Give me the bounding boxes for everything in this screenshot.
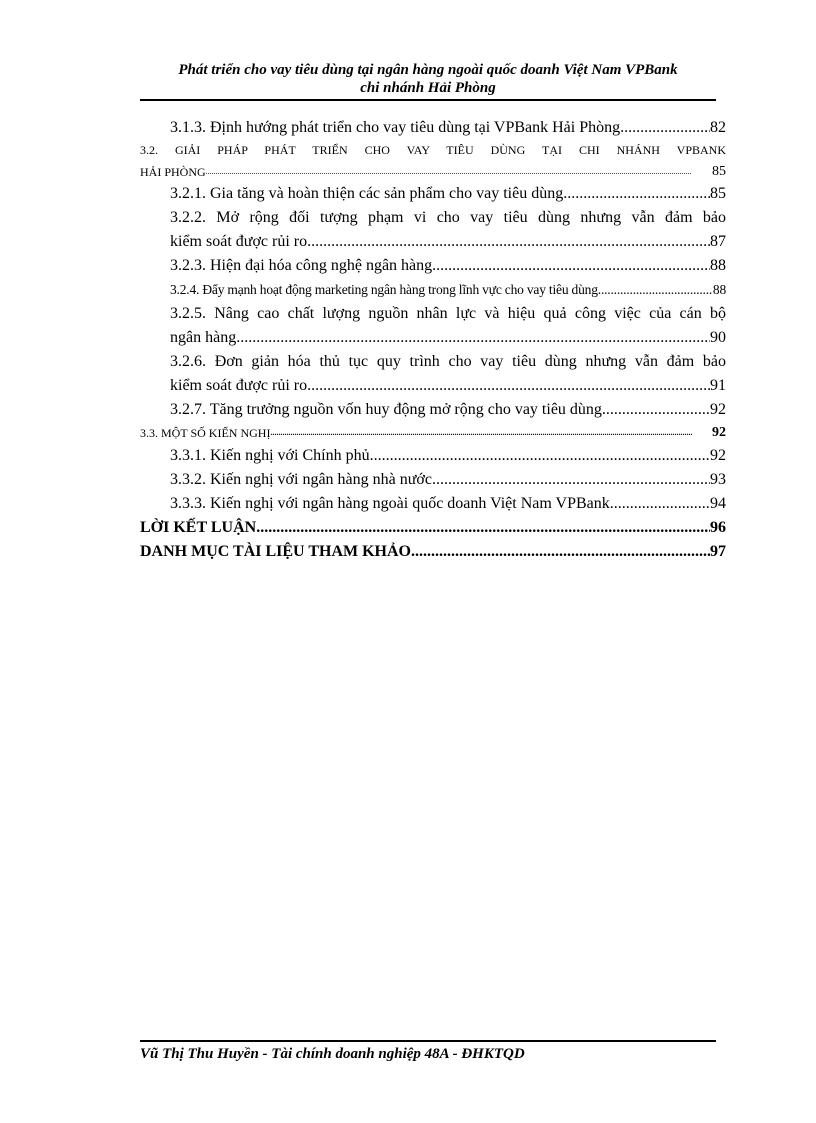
toc-entry-title: 3.2.7. Tăng trưởng nguồn vốn huy động mở rộng cho vay tiêu dùng — [170, 401, 602, 418]
toc-entry-title-line1: 3.2.6. Đơn giản hóa thủ tục quy trình cho vay tiêu dùng nhưng vẫn đảm bảo — [170, 353, 726, 370]
toc-entry-title-line1: 3.2.2. Mở rộng đối tượng phạm vi cho vay tiêu dùng nhưng vẫn đảm bảo — [170, 209, 726, 226]
toc-dot-leader — [307, 230, 710, 254]
toc-entry-3-3-2[interactable] — [140, 468, 726, 492]
toc-entry-3-2-2[interactable] — [140, 206, 726, 254]
toc-entry-page: 94 — [710, 495, 726, 512]
toc-entry-title: DANH MỤC TÀI LIỆU THAM KHẢO — [140, 543, 411, 560]
toc-entry-title-line2: kiểm soát được rủi ro — [170, 233, 308, 250]
footer-divider — [140, 1040, 716, 1042]
toc-entry-title: 3.3.3. Kiến nghị với ngân hàng ngoài quốc doanh Việt Nam VPBank — [170, 495, 610, 512]
toc-entry-title: LỜI KẾT LUẬN — [140, 519, 257, 536]
toc-entry-title: 3.2.4. Đẩy mạnh hoạt động marketing ngân hàng trong lĩnh vực cho vay tiêu dùng — [170, 282, 598, 297]
toc-entry-3-2-4[interactable] — [140, 278, 726, 302]
toc-dot-leader — [206, 160, 692, 182]
toc-entry-page: 82 — [710, 119, 726, 136]
toc-dot-leader — [602, 398, 710, 422]
toc-entry-3-3-1[interactable] — [140, 444, 726, 468]
toc-entry-page: 96 — [710, 519, 726, 536]
table-of-contents — [140, 116, 740, 564]
toc-dot-leader — [610, 492, 710, 516]
header-divider — [140, 99, 716, 101]
toc-entry-title: 3.3.1. Kiến nghị với Chính phủ — [170, 447, 370, 464]
toc-dot-leader — [307, 374, 710, 398]
toc-dot-leader — [256, 516, 710, 540]
toc-entry-page: 85 — [712, 164, 726, 179]
toc-entry-title: 3.2.1. Gia tăng và hoàn thiện các sản phẩm cho vay tiêu dùng — [170, 185, 564, 202]
running-footer: Vũ Thị Thu Huyền - Tài chính doanh nghiệp 48A - ĐHKTQD — [140, 1046, 525, 1062]
toc-entry-page: 87 — [710, 233, 726, 250]
toc-entry-title: 3.3.2. Kiến nghị với ngân hàng nhà nước — [170, 471, 432, 488]
toc-dot-leader — [620, 116, 710, 140]
toc-entry-title-line2: ngân hàng — [170, 329, 237, 346]
toc-entry-3-2-6[interactable] — [140, 350, 726, 398]
toc-entry-page: 85 — [710, 185, 726, 202]
toc-section-title-line2: HẢI PHÒNG — [140, 165, 206, 179]
toc-entry-page: 88 — [710, 257, 726, 274]
toc-entry-title-line1: 3.2.5. Nâng cao chất lượng nguồn nhân lực và hiệu quả công việc của cán bộ — [170, 305, 726, 322]
toc-dot-leader — [411, 540, 710, 564]
toc-entry-title-line2: kiểm soát được rủi ro — [170, 377, 308, 394]
toc-dot-leader — [432, 468, 710, 492]
toc-dot-leader — [598, 278, 713, 302]
toc-dot-leader — [370, 444, 710, 468]
toc-section-3-2[interactable] — [140, 140, 726, 182]
toc-entry-references[interactable] — [140, 540, 726, 564]
toc-entry-title: 3.1.3. Định hướng phát triển cho vay tiêu dùng tại VPBank Hải Phòng — [170, 119, 621, 136]
toc-entry-3-3-3[interactable] — [140, 492, 726, 516]
toc-entry-conclusion[interactable] — [140, 516, 726, 540]
toc-entry-page: 97 — [710, 543, 726, 560]
toc-section-title: 3.3. MỘT SỐ KIẾN NGHỊ — [140, 426, 271, 440]
toc-section-title-line1: 3.2. GIẢI PHÁP PHÁT TRIỂN CHO VAY TIÊU DÙNG TẠI CHI NHÁNH VPBANK — [140, 143, 726, 157]
toc-entry-page: 92 — [710, 447, 726, 464]
toc-dot-leader — [270, 420, 692, 444]
toc-entry-page: 90 — [710, 329, 726, 346]
toc-entry-3-2-1[interactable] — [140, 182, 726, 206]
toc-entry-3-2-5[interactable] — [140, 302, 726, 350]
toc-entry-3-2-3[interactable] — [140, 254, 726, 278]
toc-dot-leader — [432, 254, 710, 278]
toc-dot-leader — [236, 326, 710, 350]
header-title-line2: chi nhánh Hải Phòng — [360, 80, 496, 96]
toc-entry-page: 93 — [710, 471, 726, 488]
running-header — [140, 61, 716, 97]
toc-entry-page: 92 — [710, 401, 726, 418]
toc-entry-page: 92 — [712, 425, 726, 440]
toc-entry-3-2-7[interactable] — [140, 398, 726, 422]
header-title-line1: Phát triển cho vay tiêu dùng tại ngân hàng ngoài quốc doanh Việt Nam VPBank — [178, 62, 678, 78]
toc-entry-page: 91 — [710, 377, 726, 394]
toc-dot-leader — [563, 182, 710, 206]
toc-entry-page: 88 — [712, 282, 726, 297]
toc-entry-title: 3.2.3. Hiện đại hóa công nghệ ngân hàng — [170, 257, 433, 274]
toc-entry-3-1-3[interactable] — [140, 116, 726, 140]
toc-section-3-3[interactable] — [140, 422, 726, 444]
